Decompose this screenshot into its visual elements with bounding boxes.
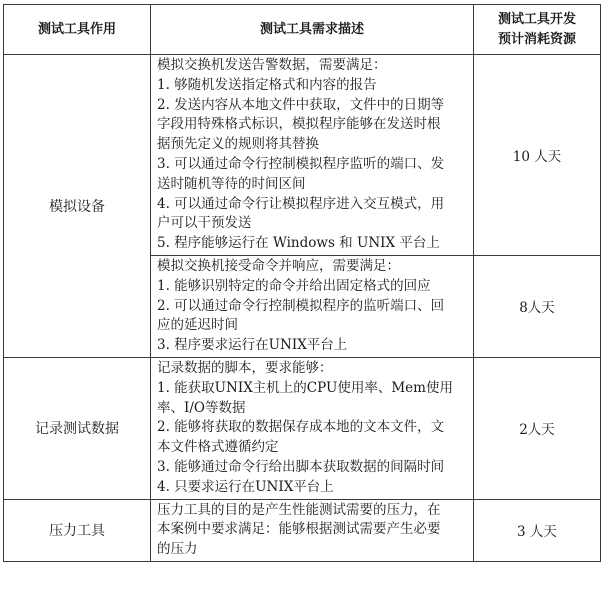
effort-cell: 2人天 [474,357,601,499]
description-line: 本案例中要求满足：能够根据测试需要产生必要 [157,521,441,538]
header-effort-line1: 测试工具开发 [497,11,576,27]
description-line: 的压力 [157,541,198,558]
effort-cell: 10 人天 [474,55,601,256]
effort-cell: 8人天 [474,255,601,357]
table-row [4,55,601,256]
header-description: 测试工具需求描述 [151,5,474,55]
table-row [4,357,601,499]
description-line: 送时随机等待的时间区间 [157,175,306,192]
description-line: 本文件格式遵循约定 [157,439,279,456]
header-effort [474,5,601,55]
header-row [4,5,601,55]
description-line: 应的延迟时间 [157,317,238,334]
description-line: 1. 能够识别特定的命令并给出固定格式的回应 [157,277,431,294]
description-line: 户可以干预发送 [157,215,252,232]
description-line: 2. 可以通过命令行控制模拟程序的监听端口、回 [157,297,445,314]
description-line: 2. 发送内容从本地文件中获取，文件中的日期等 [157,96,445,113]
description-line: 1. 够随机发送指定格式和内容的报告 [157,76,377,93]
purpose-cell: 模拟设备 [4,55,151,358]
description-cell [151,55,474,256]
description-line: 字段用特殊格式标识，模拟程序能够在发送时根 [157,116,441,133]
requirements-table [3,4,601,562]
purpose-cell: 记录测试数据 [4,357,151,499]
description-line: 5. 程序能够运行在 Windows 和 UNIX 平台上 [157,235,440,252]
description-line: 压力工具的目的是产生性能测试需要的压力，在 [157,501,441,518]
description-cell [151,357,474,499]
description-line: 率、I/O等数据 [157,399,246,416]
table-row [4,499,601,561]
description-line: 3. 可以通过命令行控制模拟程序监听的端口、发 [157,155,445,172]
description-line: 1. 能获取UNIX主机上的CPU使用率、Mem使用 [157,379,453,396]
header-effort-line2: 预计消耗资源 [497,31,576,47]
description-line: 模拟交换机接受命令并响应，需要满足： [157,257,400,274]
description-line: 3. 程序要求运行在UNIX平台上 [157,337,348,354]
description-line: 4. 可以通过命令行让模拟程序进入交互模式，用 [157,195,445,212]
description-cell [151,255,474,357]
description-line: 模拟交换机发送告警数据，需要满足： [157,57,387,73]
effort-cell: 3 人天 [474,499,601,561]
description-line: 记录数据的脚本，要求能够： [157,359,333,376]
description-line: 据预先定义的规则将其替换 [157,136,319,153]
description-line: 4. 只要求运行在UNIX平台上 [157,478,334,495]
description-line: 2. 能够将获取的数据保存成本地的文本文件，文 [157,419,445,436]
description-cell [151,499,474,561]
description-line: 3. 能够通过命令行给出脚本获取数据的间隔时间 [157,458,445,475]
header-purpose: 测试工具作用 [4,5,151,55]
purpose-cell: 压力工具 [4,499,151,561]
